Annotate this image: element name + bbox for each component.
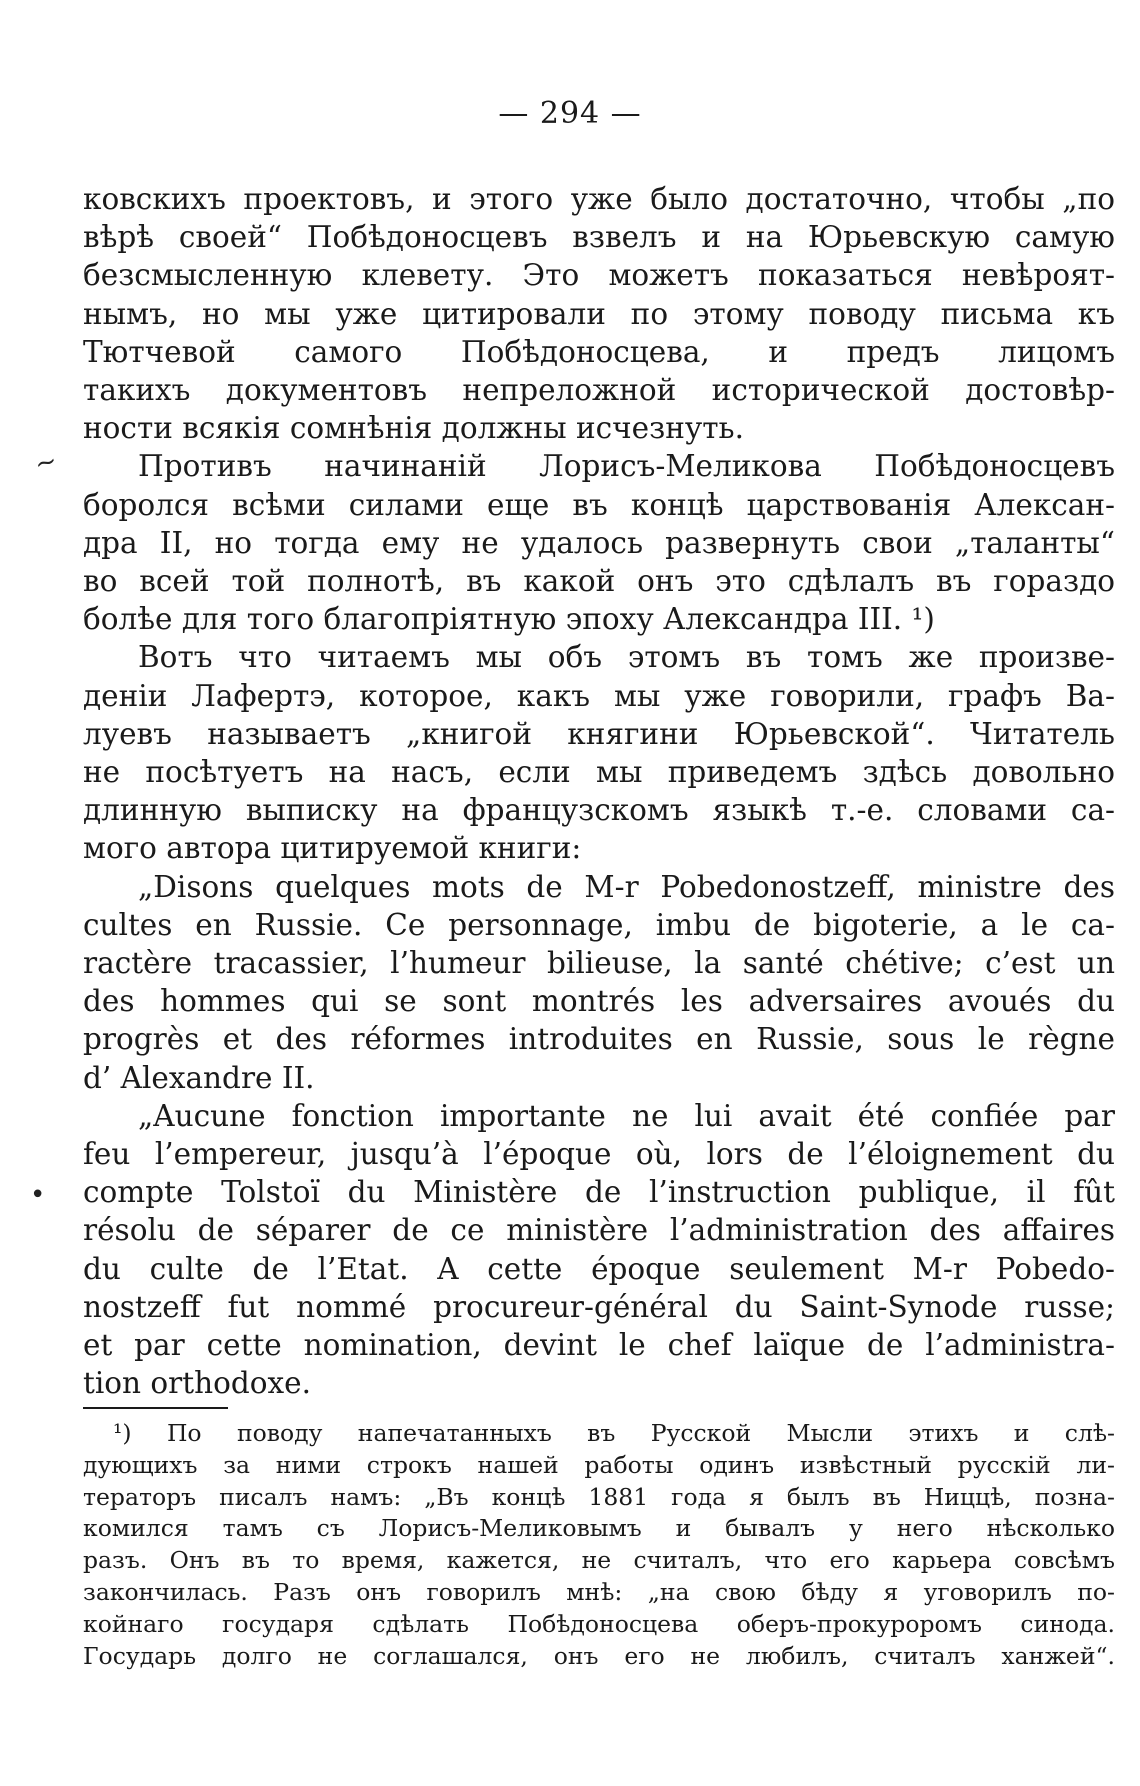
footnote-line: койнаго государя сдѣлать Побѣдоносцева оберъ-прокуроромъ синода. [83, 1609, 1115, 1638]
text-line: compte Tolstoï du Ministère de l’instruction publique, il fût [83, 1175, 1115, 1210]
footnote-line: ¹) По поводу напечатанныхъ въ Русской Мысли этихъ и слѣ- [113, 1419, 1115, 1447]
text-line: résolu de séparer de ce ministère l’administration des affaires [83, 1213, 1115, 1248]
text-line: боролся всѣми силами еще въ концѣ царствованія Алексан- [83, 487, 1115, 522]
text-line: cultes en Russie. Ce personnage, imbu de bigoterie, a le ca- [83, 907, 1115, 942]
footnote-divider [83, 1407, 228, 1409]
footnote-line: дующихъ за ними строкъ нашей работы одинъ извѣстный русскій ли- [83, 1450, 1115, 1479]
text-line: d’ Alexandre II. [83, 1060, 315, 1095]
text-line: „Aucune fonction importante ne lui avait été confiée par [138, 1098, 1115, 1133]
margin-dot-mark: • [30, 1180, 46, 1210]
text-line: et par cette nomination, devint le chef laïque de l’administra- [83, 1328, 1115, 1363]
text-line: tion orthodoxe. [83, 1366, 312, 1401]
page-number: — 294 — [498, 96, 642, 131]
text-line: луевъ называетъ „книгой княгини Юрьевской“. Читатель [83, 716, 1115, 751]
text-line: безсмысленную клевету. Это можетъ показаться невѣроят- [83, 258, 1115, 293]
body-text [83, 180, 1115, 1403]
footnote-line: Государь долго не соглашался, онъ его не любилъ, считалъ ханжей“. [83, 1641, 1115, 1670]
text-line: du culte de l’Etat. A cette époque seulement M-r Pobedo- [83, 1251, 1115, 1286]
text-line: ности всякія сомнѣнія должны исчезнуть. [83, 411, 744, 446]
text-line: nostzeff fut nommé procureur-général du Saint-Synode russe; [83, 1289, 1115, 1324]
text-line: болѣе для того благопріятную эпоху Александра III. ¹) [83, 602, 935, 637]
text-line: дра II, но тогда ему не удалось развернуть свои „таланты“ [83, 525, 1115, 560]
text-line: такихъ документовъ непреложной исторической достовѣр- [83, 373, 1115, 408]
text-line: Вотъ что читаемъ мы объ этомъ въ томъ же произве- [138, 640, 1115, 675]
footnote-line: закончилась. Разъ онъ говорилъ мнѣ: „на свою бѣду я уговорилъ по- [83, 1577, 1115, 1606]
footnote-line: тераторъ писалъ намъ: „Въ концѣ 1881 года я былъ въ Ниццѣ, позна- [83, 1482, 1115, 1511]
margin-dash-mark: ~ [31, 445, 61, 481]
text-line: progrès et des réformes introduites en Russie, sous le règne [83, 1022, 1115, 1057]
text-line: ковскихъ проектовъ, и этого уже было достаточно, чтобы „по [83, 182, 1115, 216]
text-line: Тютчевой самого Побѣдоносцева, и предъ лицомъ [83, 334, 1115, 369]
text-line: des hommes qui se sont montrés les adversaires avoués du [83, 984, 1115, 1019]
text-line: Противъ начинаній Лорисъ-Меликова Побѣдоносцевъ [138, 449, 1115, 484]
text-line: ractère tracassier, l’humeur bilieuse, la santé chétive; c’est un [83, 946, 1115, 981]
footnote-line: комился тамъ съ Лорисъ-Меликовымъ и бывалъ у него нѣсколько [83, 1514, 1115, 1543]
footnotes [83, 1418, 1115, 1672]
text-line: не посѣтуетъ на насъ, если мы приведемъ здѣсь довольно [83, 755, 1115, 790]
text-line: во всей той полнотѣ, въ какой онъ это сдѣлалъ въ гораздо [83, 564, 1115, 599]
text-line: деніи Лафертэ, которое, какъ мы уже говорили, графъ Ва- [83, 678, 1115, 713]
text-line: feu l’empereur, jusqu’à l’époque où, lors de l’éloignement du [83, 1137, 1115, 1172]
text-line: нымъ, но мы уже цитировали по этому поводу письма къ [83, 296, 1115, 331]
text-line: вѣрѣ своей“ Побѣдоносцевъ взвелъ и на Юрьевскую самую [83, 220, 1115, 255]
text-line: мого автора цитируемой книги: [83, 831, 582, 866]
text-line: длинную выписку на французскомъ языкѣ т.-е. словами са- [83, 793, 1115, 828]
footnote-line: разъ. Онъ въ то время, кажется, не считалъ, что его карьера совсѣмъ [83, 1546, 1115, 1575]
text-line: „Disons quelques mots de M-r Pobedonostzeff, ministre des [138, 869, 1115, 904]
